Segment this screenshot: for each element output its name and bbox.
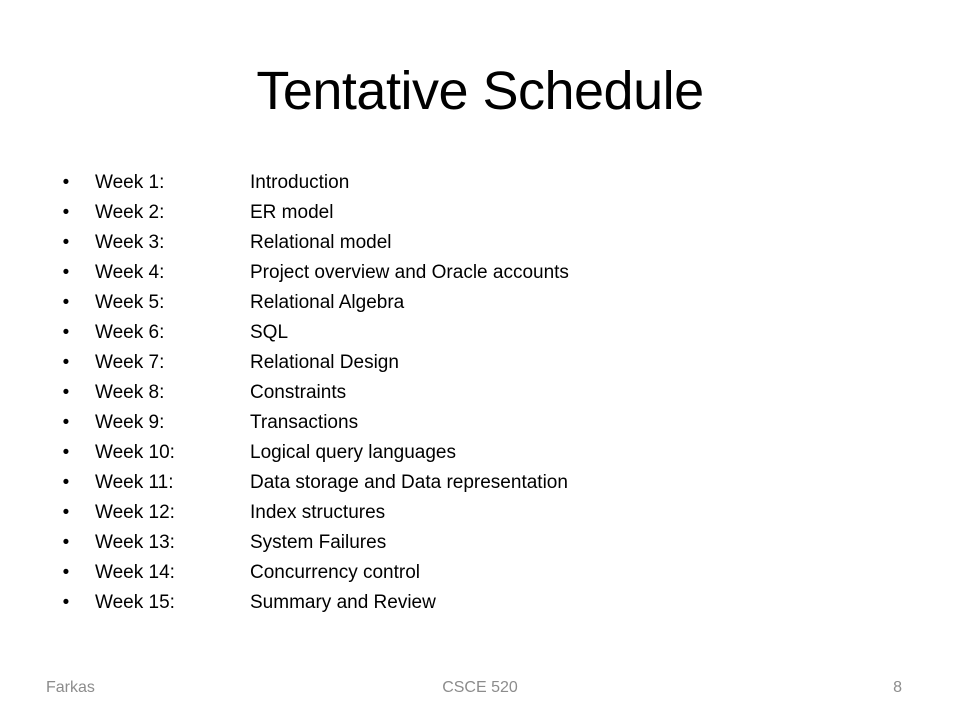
week-label: Week 4: (95, 262, 165, 283)
week-label: Week 14: (95, 562, 175, 583)
bullet-icon: • (62, 412, 70, 433)
week-label: Week 9: (95, 412, 165, 433)
bullet-icon: • (62, 442, 70, 463)
schedule-item (0, 318, 960, 348)
page-number: 8 (893, 679, 902, 696)
schedule-item (0, 258, 960, 288)
week-topic: Index structures (250, 502, 386, 523)
schedule-item (0, 168, 960, 198)
schedule-item (0, 558, 960, 588)
week-topic: Data storage and Data representation (250, 472, 568, 493)
bullet-icon: • (62, 352, 70, 373)
week-topic: Constraints (250, 382, 347, 403)
week-topic: Relational model (250, 232, 392, 253)
week-label: Week 15: (95, 592, 175, 613)
bullet-icon: • (62, 562, 70, 583)
bullet-icon: • (62, 532, 70, 553)
week-label: Week 12: (95, 502, 175, 523)
bullet-icon: • (62, 502, 70, 523)
footer-course: CSCE 520 (442, 679, 518, 696)
week-label: Week 11: (95, 472, 174, 493)
week-label: Week 6: (95, 322, 165, 343)
bullet-icon: • (62, 292, 70, 313)
week-label: Week 10: (95, 442, 175, 463)
schedule-item (0, 348, 960, 378)
schedule-item (0, 438, 960, 468)
week-topic: ER model (250, 202, 334, 223)
week-topic: SQL (250, 322, 289, 343)
week-label: Week 7: (95, 352, 165, 373)
week-topic: Relational Algebra (250, 292, 405, 313)
schedule-item (0, 288, 960, 318)
week-topic: Project overview and Oracle accounts (250, 262, 569, 283)
bullet-icon: • (62, 202, 70, 223)
week-topic: System Failures (250, 532, 387, 553)
bullet-icon: • (62, 322, 70, 343)
schedule-item (0, 468, 960, 498)
schedule-item (0, 378, 960, 408)
week-label: Week 2: (95, 202, 165, 223)
week-label: Week 8: (95, 382, 165, 403)
schedule-item (0, 528, 960, 558)
bullet-icon: • (62, 472, 70, 493)
week-topic: Relational Design (250, 352, 399, 373)
week-label: Week 13: (95, 532, 175, 553)
bullet-icon: • (62, 172, 70, 193)
schedule-item (0, 498, 960, 528)
week-topic: Transactions (250, 412, 359, 433)
schedule-item (0, 228, 960, 258)
footer-author: Farkas (46, 679, 95, 696)
bullet-icon: • (62, 592, 70, 613)
week-topic: Introduction (250, 172, 350, 193)
bullet-icon: • (62, 262, 70, 283)
schedule-item (0, 588, 960, 618)
week-label: Week 3: (95, 232, 165, 253)
week-topic: Logical query languages (250, 442, 456, 463)
bullet-icon: • (62, 232, 70, 253)
week-topic: Concurrency control (250, 562, 421, 583)
slide-title: Tentative Schedule (256, 61, 704, 121)
bullet-icon: • (62, 382, 70, 403)
schedule-item (0, 408, 960, 438)
schedule-item (0, 198, 960, 228)
week-topic: Summary and Review (250, 592, 436, 613)
week-label: Week 1: (95, 172, 165, 193)
week-label: Week 5: (95, 292, 165, 313)
